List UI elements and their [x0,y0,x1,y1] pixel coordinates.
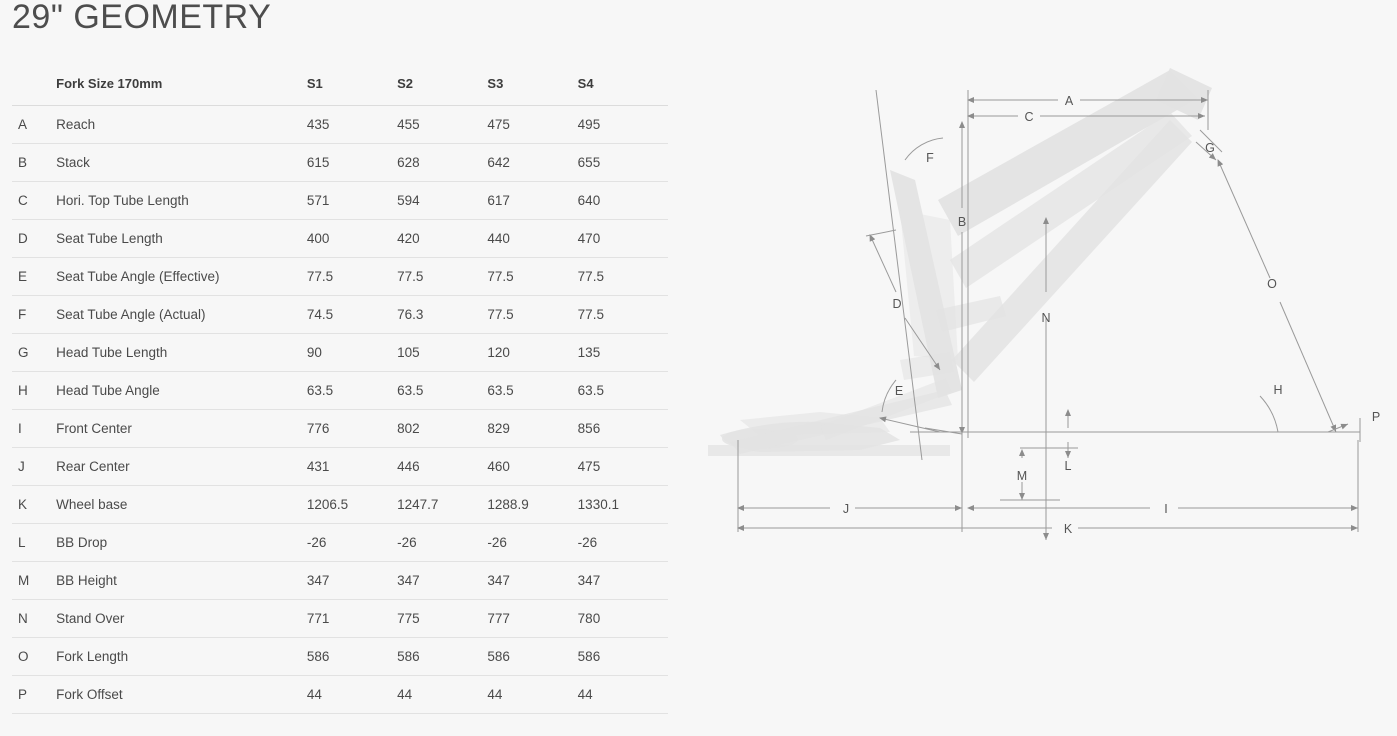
row-value-s1: 90 [306,345,322,360]
table-row [12,258,668,296]
bike-silhouette [708,68,1212,456]
row-value-s1: 776 [306,421,330,436]
row-value-s4: 470 [577,231,601,246]
row-value-s3: 475 [487,117,510,132]
row-value-s2: 77.5 [397,269,424,284]
table-row [12,486,668,524]
table-head [12,72,668,106]
row-value-s2: 63.5 [397,383,424,398]
row-value-s1: 586 [306,649,330,664]
row-value-s1: 74.5 [306,307,334,322]
header-blank [12,72,56,106]
row-value-s2: 446 [397,459,420,474]
table-row [12,562,668,600]
row-key: H [18,383,28,398]
row-value-s2: -26 [397,535,417,550]
row-value-s1: 571 [306,193,330,208]
geometry-table [12,72,668,714]
row-label: BB Drop [56,535,108,550]
row-label: Reach [56,117,96,132]
label-p: P [1371,410,1381,424]
row-key: E [18,269,28,284]
label-i: I [1164,502,1168,516]
row-key: B [18,155,28,170]
row-value-s2: 420 [397,231,420,246]
row-key: G [18,345,29,360]
row-value-s3: 642 [487,155,510,170]
row-label: Seat Tube Angle (Actual) [56,307,206,322]
row-label: Head Tube Length [56,345,168,360]
row-value-s4: 77.5 [577,307,604,322]
table-row [12,106,668,144]
table-body [12,106,668,714]
row-value-s4: 135 [577,345,601,360]
row-value-s2: 802 [397,421,420,436]
table-row [12,524,668,562]
row-label: Front Center [56,421,132,436]
row-label: Hori. Top Tube Length [56,193,189,208]
row-value-s4: 44 [577,687,593,702]
row-value-s4: 77.5 [577,269,604,284]
row-value-s3: 586 [487,649,510,664]
row-value-s4: 63.5 [577,383,604,398]
label-j: J [842,502,850,516]
row-value-s1: 431 [306,459,330,474]
row-value-s1: 771 [306,611,330,626]
label-c: C [1024,110,1034,124]
table-row [12,448,668,486]
row-value-s1: 77.5 [306,269,334,284]
row-value-s2: 1247.7 [397,497,439,512]
row-value-s3: 617 [487,193,510,208]
row-value-s3: 829 [487,421,510,436]
row-value-s3: 347 [487,573,510,588]
header-s3: S3 [487,76,504,91]
row-label: Head Tube Angle [56,383,160,398]
row-value-s2: 76.3 [397,307,424,322]
row-label: Fork Offset [56,687,123,702]
label-l: L [1064,459,1072,473]
row-label: Rear Center [56,459,130,474]
row-value-s4: 495 [577,117,601,132]
row-value-s3: 77.5 [487,307,514,322]
label-d: D [892,297,902,311]
row-value-s3: 44 [487,687,503,702]
row-value-s2: 455 [397,117,420,132]
row-label: Seat Tube Angle (Effective) [56,269,220,284]
table-row [12,600,668,638]
row-value-s1: 400 [306,231,330,246]
row-label: Seat Tube Length [56,231,163,246]
row-value-s1: 1206.5 [306,497,349,512]
row-value-s4: 640 [577,193,601,208]
row-value-s3: -26 [487,535,507,550]
table-row [12,372,668,410]
row-value-s4: 347 [577,573,601,588]
label-o: O [1267,277,1277,291]
row-value-s1: 63.5 [306,383,334,398]
row-label: Fork Length [56,649,129,664]
row-value-s2: 775 [397,611,420,626]
row-value-s3: 120 [487,345,510,360]
row-value-s2: 105 [397,345,420,360]
row-label: Stand Over [56,611,125,626]
table-row [12,296,668,334]
row-value-s1: 347 [306,573,330,588]
header-s2: S2 [397,76,414,91]
row-key: D [18,231,28,246]
row-key: I [18,421,22,436]
table-row [12,144,668,182]
row-value-s3: 460 [487,459,510,474]
row-key: N [18,611,28,626]
row-value-s3: 777 [487,611,510,626]
row-label: BB Height [56,573,117,588]
label-h: H [1273,383,1283,397]
header-s1: S1 [306,76,323,91]
geometry-table-wrapper [12,72,668,714]
label-a: A [1064,94,1074,108]
label-m: M [1016,469,1028,483]
row-label: Stack [56,155,90,170]
row-value-s4: 655 [577,155,601,170]
row-value-s4: 475 [577,459,601,474]
row-value-s2: 586 [397,649,420,664]
row-value-s2: 44 [397,687,413,702]
label-k: K [1063,522,1073,536]
row-value-s1: -26 [306,535,327,550]
row-value-s1: 44 [306,687,322,702]
label-n: N [1041,311,1051,325]
header-fork-size: Fork Size 170mm [56,76,163,91]
row-value-s1: 615 [306,155,330,170]
table-row [12,182,668,220]
table-row [12,334,668,372]
row-value-s3: 77.5 [487,269,514,284]
row-key: L [18,535,26,550]
page-title: 29" GEOMETRY [12,0,272,36]
row-value-s1: 435 [306,117,330,132]
header-s4: S4 [577,76,594,91]
row-key: A [18,117,28,132]
row-value-s4: 1330.1 [577,497,619,512]
table-row [12,638,668,676]
label-b: B [957,215,967,229]
row-value-s4: -26 [577,535,598,550]
row-value-s3: 1288.9 [487,497,529,512]
row-value-s3: 63.5 [487,383,514,398]
row-value-s4: 780 [577,611,601,626]
table-row [12,676,668,714]
row-value-s2: 628 [397,155,420,170]
row-key: M [18,573,30,588]
label-e: E [894,384,904,398]
row-value-s2: 594 [397,193,420,208]
row-key: F [18,307,27,322]
row-key: P [18,687,28,702]
row-key: K [18,497,28,512]
label-g: G [1205,141,1215,155]
row-key: O [18,649,29,664]
label-f: F [926,151,934,165]
table-row [12,220,668,258]
row-value-s4: 856 [577,421,601,436]
row-key: J [18,459,25,474]
row-value-s2: 347 [397,573,420,588]
row-value-s4: 586 [577,649,601,664]
geometry-diagram [700,60,1390,560]
row-value-s3: 440 [487,231,510,246]
table-row [12,410,668,448]
table-header-row [12,72,668,106]
row-key: C [18,193,28,208]
row-label: Wheel base [56,497,128,512]
